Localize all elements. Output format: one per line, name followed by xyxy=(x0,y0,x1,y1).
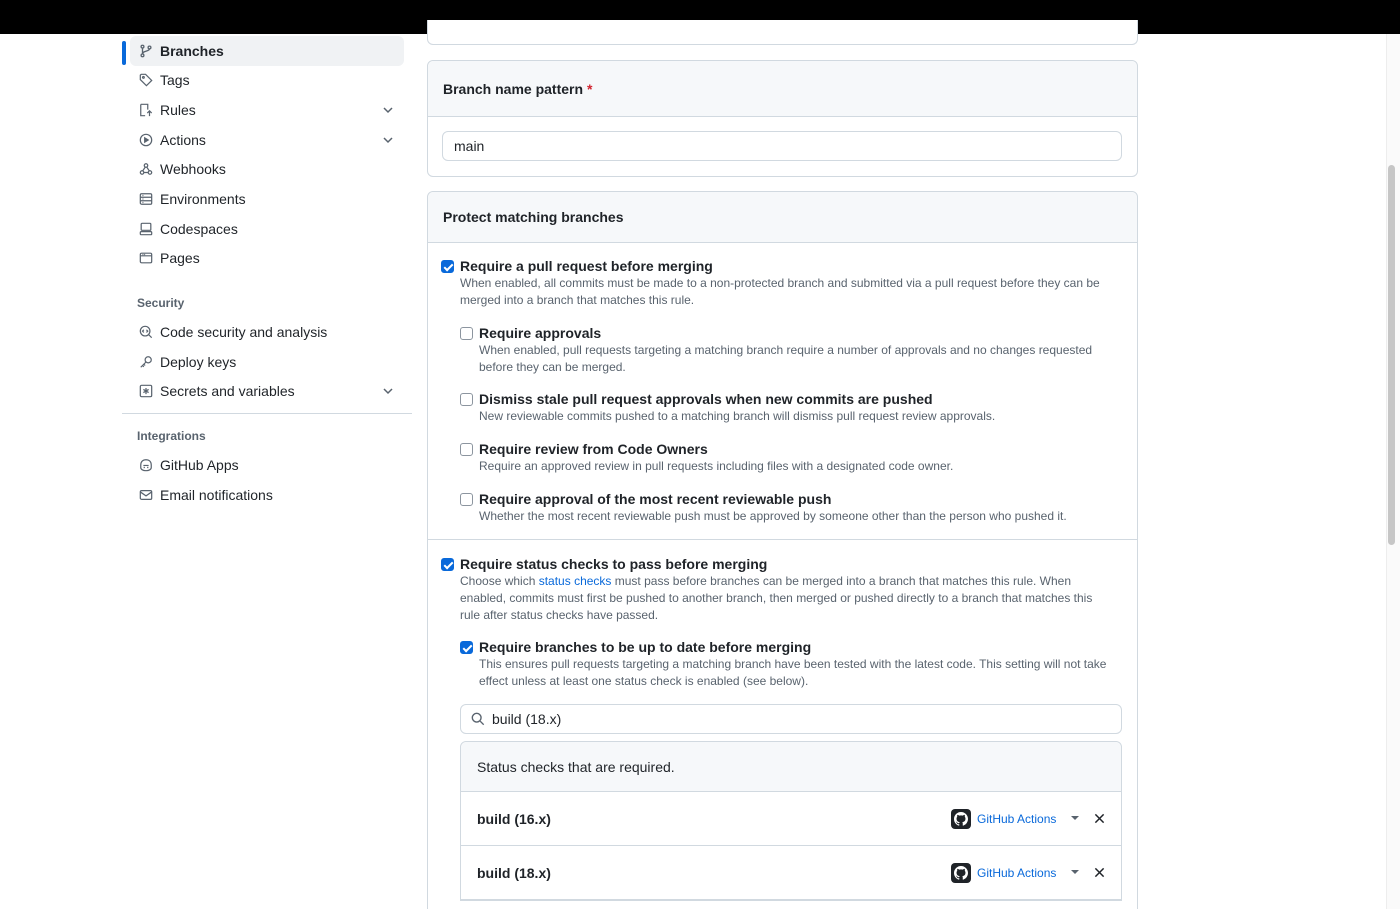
webhook-icon xyxy=(138,161,154,177)
chevron-down-icon[interactable] xyxy=(380,102,396,118)
branch-pattern-input[interactable]: main xyxy=(442,131,1122,161)
table-row xyxy=(461,792,1121,846)
server-icon xyxy=(138,191,154,207)
sidebar-item-deploy-keys[interactable] xyxy=(130,347,404,377)
sidebar-item-github-apps[interactable] xyxy=(130,450,404,480)
sidebar-item-label: Codespaces xyxy=(160,221,238,237)
sidebar-item-webhooks[interactable] xyxy=(130,154,404,184)
browser-icon xyxy=(138,250,154,266)
active-indicator xyxy=(122,41,126,65)
previous-section-box xyxy=(427,20,1138,45)
codescan-icon xyxy=(138,324,154,340)
sidebar-heading-integrations: Integrations xyxy=(137,429,206,443)
protect-header: Protect matching branches xyxy=(428,192,1137,243)
recent-push-checkbox[interactable] xyxy=(460,493,473,506)
sidebar-item-actions[interactable] xyxy=(130,125,404,155)
sidebar-item-pages[interactable] xyxy=(130,243,404,273)
status-desc-pre: Choose which xyxy=(460,574,539,588)
sidebar-item-label: Webhooks xyxy=(160,161,226,177)
sidebar-item-label: Branches xyxy=(160,43,224,59)
sidebar-item-secrets[interactable] xyxy=(130,376,404,406)
branch-pattern-header xyxy=(428,61,1137,117)
require-pr-title: Require a pull request before merging xyxy=(460,258,713,274)
up-to-date-checkbox[interactable] xyxy=(460,641,473,654)
status-checks-title: Require status checks to pass before merging xyxy=(460,556,768,572)
code-owners-title: Require review from Code Owners xyxy=(479,441,708,457)
dismiss-stale-checkbox[interactable] xyxy=(460,393,473,406)
status-check-search-input[interactable] xyxy=(460,704,1122,734)
mail-icon xyxy=(138,487,154,503)
require-approvals-desc: When enabled, pull requests targeting a matching branch require a number of approvals and no changes requested before they can be merged. xyxy=(479,343,1093,374)
scrollbar-thumb[interactable] xyxy=(1388,165,1395,545)
sidebar-item-email-notifications[interactable] xyxy=(130,480,404,510)
required-checks-box xyxy=(460,741,1122,901)
required-checks-header: Status checks that are required. xyxy=(461,742,1121,792)
code-owners-desc: Require an approved review in pull requests including files with a designated code owner. xyxy=(479,459,954,473)
sidebar-item-codespaces[interactable] xyxy=(130,214,404,244)
sidebar-heading-security: Security xyxy=(137,296,185,310)
close-icon[interactable] xyxy=(1092,865,1106,879)
check-name: build (18.x) xyxy=(477,864,551,881)
chevron-down-icon[interactable] xyxy=(380,383,396,399)
require-pr-checkbox[interactable] xyxy=(441,260,454,273)
sidebar-divider xyxy=(122,413,412,414)
tag-icon xyxy=(138,72,154,88)
rules-icon xyxy=(138,102,154,118)
status-checks-checkbox[interactable] xyxy=(441,558,454,571)
sidebar-item-environments[interactable] xyxy=(130,184,404,214)
check-app-name: GitHub Actions xyxy=(977,866,1057,880)
codespaces-icon xyxy=(138,221,154,237)
sidebar-item-label: Rules xyxy=(160,102,196,118)
code-owners-checkbox[interactable] xyxy=(460,443,473,456)
key-icon xyxy=(138,354,154,370)
dismiss-stale-title: Dismiss stale pull request approvals when new commits are pushed xyxy=(479,391,933,407)
dismiss-stale-desc: New reviewable commits pushed to a matching branch will dismiss pull request review approvals. xyxy=(479,409,996,423)
sidebar-item-label: Code security and analysis xyxy=(160,324,328,340)
sidebar-item-label: Deploy keys xyxy=(160,354,237,370)
up-to-date-desc: This ensures pull requests targeting a matching branch have been tested with the latest code. This setting will not take effect unless at least one status check is enabled (see below). xyxy=(479,657,1107,688)
sidebar-item-rules[interactable] xyxy=(130,95,404,125)
sidebar-item-label: Secrets and variables xyxy=(160,383,295,399)
close-icon[interactable] xyxy=(1092,811,1106,825)
sidebar-item-branches[interactable] xyxy=(130,36,404,66)
check-name: build (16.x) xyxy=(477,810,551,827)
required-mark: * xyxy=(587,80,593,97)
sidebar-item-label: Pages xyxy=(160,250,200,266)
sidebar-item-label: Environments xyxy=(160,191,246,207)
table-row xyxy=(461,846,1121,900)
chevron-down-icon[interactable] xyxy=(380,132,396,148)
status-checks-link[interactable]: status checks xyxy=(538,574,612,588)
require-approvals-title: Require approvals xyxy=(479,325,602,341)
sidebar-item-label: Actions xyxy=(160,132,206,148)
up-to-date-title: Require branches to be up to date before merging xyxy=(479,639,812,655)
search-icon xyxy=(471,712,485,726)
check-app-selector[interactable] xyxy=(951,809,1056,829)
triangle-down-icon[interactable] xyxy=(1071,816,1079,820)
sidebar-item-label: GitHub Apps xyxy=(160,457,239,473)
check-app-selector[interactable] xyxy=(951,863,1056,883)
recent-push-title: Require approval of the most recent reviewable push xyxy=(479,491,832,507)
check-app-name: GitHub Actions xyxy=(977,812,1057,826)
sidebar-item-code-security[interactable] xyxy=(130,317,404,347)
require-approvals-checkbox[interactable] xyxy=(460,327,473,340)
git-branch-icon xyxy=(138,43,154,59)
search-value: build (18.x) xyxy=(492,711,562,727)
sidebar-item-tags[interactable] xyxy=(130,65,404,95)
sidebar-item-label: Email notifications xyxy=(160,487,273,503)
play-icon xyxy=(138,132,154,148)
section-divider xyxy=(427,539,1138,540)
github-logo-icon xyxy=(951,863,971,883)
require-pr-desc: When enabled, all commits must be made to a non-protected branch and submitted via a pull request before they can be merged into a branch that matches this rule. xyxy=(460,276,1100,307)
copilot-icon xyxy=(138,457,154,473)
branch-pattern-label: Branch name pattern xyxy=(443,80,584,97)
asterisk-icon xyxy=(138,383,154,399)
triangle-down-icon[interactable] xyxy=(1071,870,1079,874)
status-checks-desc xyxy=(460,573,1115,624)
github-logo-icon xyxy=(951,809,971,829)
sidebar-item-label: Tags xyxy=(160,72,190,88)
recent-push-desc: Whether the most recent reviewable push must be approved by someone other than the person who pushed it. xyxy=(479,509,1067,523)
status-desc-post: must pass before branches can be merged into a branch that matches this rule. When enabled, commits must first be pushed to another branch, then merged or pushed directly to a branch that matches this rule after status checks have passed. xyxy=(460,574,1093,622)
